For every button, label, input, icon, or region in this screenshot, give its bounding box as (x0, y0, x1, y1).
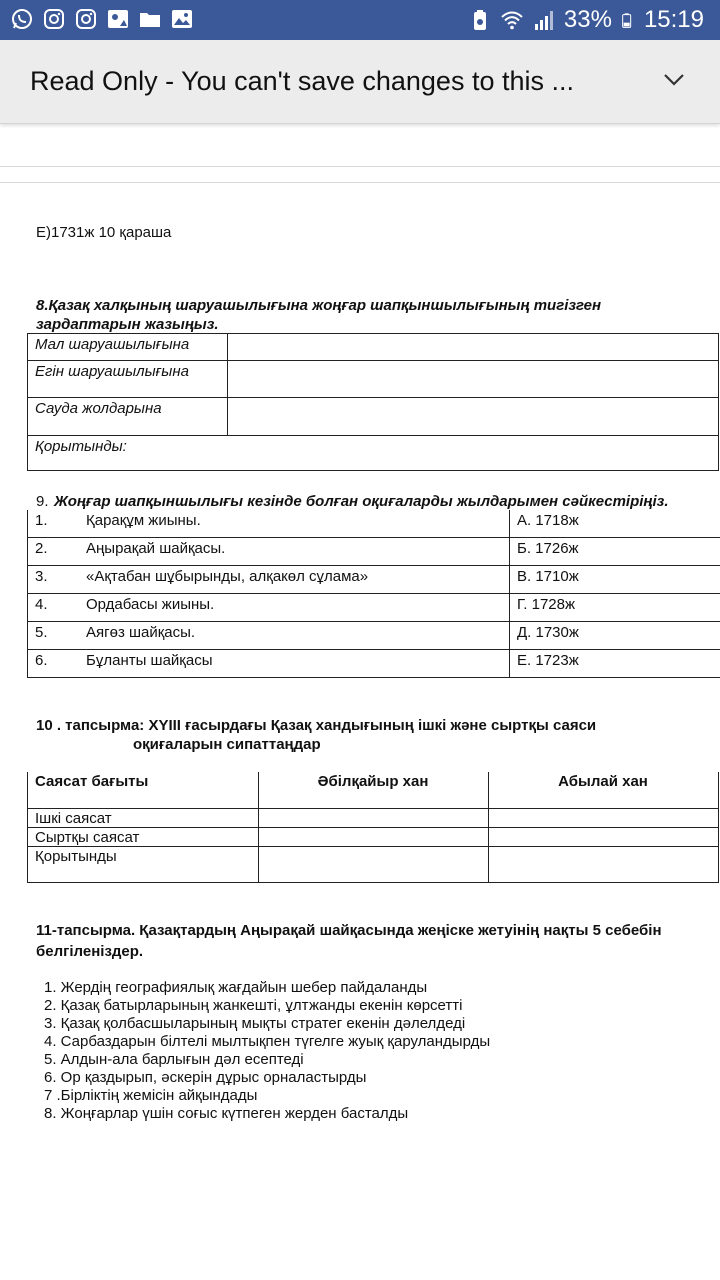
q10-table-rule (27, 882, 719, 883)
list-item: 1. Жердің географиялық жағдайын шебер пайдаланды (44, 979, 428, 996)
q10-title-line2: оқиғаларын сипаттаңдар (133, 736, 321, 753)
q9-table-divider (509, 510, 510, 678)
q10-table-rule (27, 827, 719, 828)
list-item: 7 .Бірліктің жемісін айқындады (44, 1087, 258, 1104)
q10-title-line1: 10 . тапсырма: XYIII ғасырдағы Қазақ хандығының ішкі және сыртқы саяси (36, 717, 597, 734)
q8-row-label: Егін шаруашылығына (35, 363, 189, 380)
list-item: 2. Қазақ батырларының жанкешті, ұлтжанды екенін көрсетті (44, 997, 463, 1014)
q9-table-rule (27, 649, 720, 650)
q11-title-bold: 11-тапсырма (36, 922, 131, 939)
q9-row-answer: В. 1710ж (517, 568, 579, 585)
q8-title-line1: 8.Қазақ халқының шаруашылығына жоңғар шапқыншылығының тигізген (36, 297, 602, 314)
q11-title-line1 (36, 922, 662, 940)
q8-table-rule (27, 435, 719, 436)
read-only-message: Read Only - You can't save changes to this ... (30, 66, 574, 96)
q9-row-event: Қарақұм жиыны. (86, 512, 201, 529)
q9-row-number: 4. (35, 596, 48, 613)
q9-row-event: Ордабасы жиыны. (86, 596, 215, 613)
system-indicators (468, 5, 704, 35)
q9-table-border (27, 510, 28, 678)
page-divider (0, 182, 720, 183)
list-item: 8. Жоңғарлар үшін соғыс күтпеген жерден басталды (44, 1105, 409, 1122)
status-bar (0, 0, 720, 40)
q8-table-divider (227, 333, 228, 435)
folder-icon (138, 7, 162, 31)
q8-title-line2: зардаптарын жазыңыз. (36, 316, 219, 333)
q9-row-answer: Е. 1723ж (517, 652, 579, 669)
q10-row-label: Қорытынды (35, 848, 117, 865)
battery-percent: 33% (563, 6, 612, 33)
clock: 15:19 (643, 6, 704, 33)
instagram-icon (74, 7, 98, 31)
q9-row-answer: Д. 1730ж (517, 624, 579, 641)
q9-row-answer: А. 1718ж (517, 512, 579, 529)
q9-row-event: «Ақтабан шұбырынды, алқакөл сұлама» (86, 568, 369, 585)
wifi-icon (500, 8, 524, 32)
q9-row-answer: Г. 1728ж (517, 596, 576, 613)
q9-row-event: Аңырақай шайқасы. (86, 540, 226, 557)
q11-title-line2: белгіленіздер. (36, 943, 144, 960)
page-divider (0, 166, 720, 167)
q8-row-label: Мал шаруашылығына (35, 336, 190, 353)
q10-header: Әбілқайыр хан (317, 773, 429, 790)
q10-row-label: Ішкі саясат (35, 810, 112, 827)
q10-row-label: Сыртқы саясат (35, 829, 140, 846)
q8-conclusion-label: Қорытынды: (35, 438, 127, 455)
answer-line-e: Е)1731ж 10 қараша (36, 224, 172, 241)
q10-table-rule (27, 808, 719, 809)
battery-saver-icon (468, 8, 492, 32)
q9-table-rule (27, 537, 720, 538)
q9-row-number: 1. (35, 512, 48, 529)
q9-row-event: Бұланты шайқасы (86, 652, 213, 669)
q9-row-number: 5. (35, 624, 48, 641)
signal-icon (532, 8, 556, 32)
list-item: 6. Ор қаздырып, әскерін дұрыс орналастырды (44, 1069, 367, 1086)
q9-number: 9. (36, 493, 49, 510)
q11-title-rest: . Қазақтардың Аңырақай шайқасында жеңіске жетуінің нақты 5 себебін (130, 922, 662, 939)
q9-row-answer: Б. 1726ж (517, 540, 579, 557)
q9-table-rule (27, 593, 720, 594)
gallery-app-icon (106, 7, 130, 31)
list-item: 3. Қазақ қолбасшыларының мықты стратег екенін дәлелдеді (44, 1015, 466, 1032)
q9-title: Жоңғар шапқыншылығы кезінде болған оқиғаларды жылдарымен сәйкестіріңіз. (54, 493, 669, 510)
q9-table-rule (27, 621, 720, 622)
q8-table-rule (27, 397, 719, 398)
read-only-banner[interactable] (0, 40, 720, 124)
q8-table-rule (27, 360, 719, 361)
list-item: 4. Сарбаздарын білтелі мылтықпен түгелге жуық қаруландырды (44, 1033, 491, 1050)
q10-header: Саясат бағыты (35, 773, 149, 790)
instagram-icon (42, 7, 66, 31)
list-item: 5. Алдын-ала барлығын дәл есептеді (44, 1051, 304, 1068)
q9-row-number: 2. (35, 540, 48, 557)
q9-row-event: Аягөз шайқасы. (86, 624, 196, 641)
q9-table-rule (27, 677, 720, 678)
image-icon (170, 7, 194, 31)
q9-table-rule (27, 565, 720, 566)
q9-row-number: 6. (35, 652, 48, 669)
q9-row-number: 3. (35, 568, 48, 585)
battery-icon (620, 8, 636, 32)
notification-icons (10, 7, 194, 31)
chevron-down-icon[interactable] (662, 70, 686, 90)
whatsapp-icon (10, 7, 34, 31)
q10-header: Абылай хан (558, 773, 648, 790)
q8-row-label: Сауда жолдарына (35, 400, 162, 417)
